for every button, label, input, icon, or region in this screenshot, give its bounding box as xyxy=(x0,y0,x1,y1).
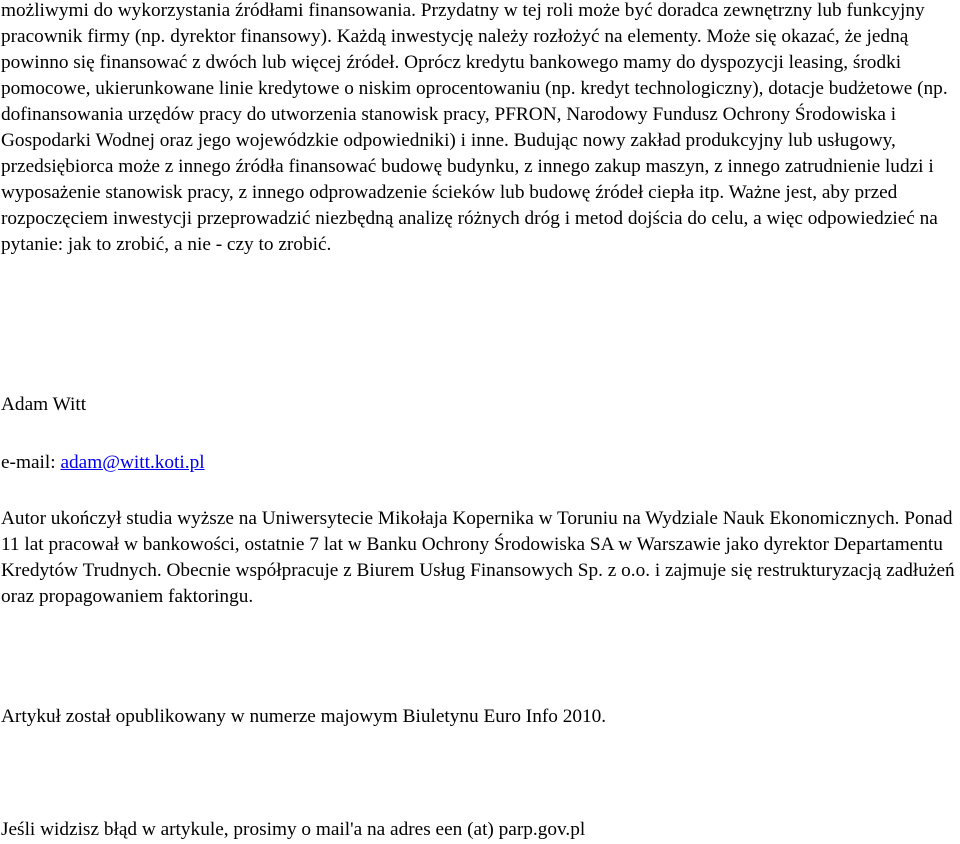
author-bio-paragraph: Autor ukończył studia wyższe na Uniwersytecie Mikołaja Kopernika w Toruniu na Wydziale Nauk Ekonomicznych. Ponad 11 lat pracował w bankowości, ostatnie 7 lat w Banku Ochrony Środowiska SA w Warszawie jako dyrektor Departamentu Kredytów Trudnych. Obecnie współpracuje z Biurem Usług Finansowych Sp. z o.o. i zajmuje się restrukturyzacją zadłużeń oraz propagowaniem faktoringu. xyxy=(1,508,955,607)
author-email-link[interactable]: adam@witt.koti.pl xyxy=(60,452,205,473)
article-body-paragraph: możliwymi do wykorzystania źródłami finansowania. Przydatny w tej roli może być doradca zewnętrzny lub funkcyjny pracownik firmy (np. dyrektor finansowy). Każdą inwestycję należy rozłożyć na elementy. Może się okazać, że jedną powinno się finansować z dwóch lub więcej źródeł. Oprócz kredytu bankowego mamy do dyspozycji leasing, środki pomocowe, ukierunkowane linie kredytowe o niskim oprocentowaniu (np. kredyt technologiczny), dotacje budżetowe (np. dofinansowania urzędów pracy do utworzenia stanowisk pracy, PFRON, Narodowy Fundusz Ochrony Środowiska i Gospodarki Wodnej oraz jego wojewódzkie odpowiedniki) i inne. Budując nowy zakład produkcyjny lub usługowy, przedsiębiorca może z innego źródła finansować budowę budynku, z innego zakup maszyn, z innego zatrudnienie ludzi i wyposażenie stanowisk pracy, z innego odprowadzenie ścieków lub budowę źródeł ciepła itp. Ważne jest, aby przed rozpoczęciem inwestycji przeprowadzić niezbędną analizę różnych dróg i metod dojścia do celu, a więc odpowiedzieć na pytanie: jak to zrobić, a nie - czy to zrobić. xyxy=(1,0,948,255)
author-name: Adam Witt xyxy=(1,394,87,415)
error-report-note: Jeśli widzisz błąd w artykule, prosimy o mail'a na adres een (at) parp.gov.pl xyxy=(1,819,586,840)
publication-note: Artykuł został opublikowany w numerze majowym Biuletynu Euro Info 2010. xyxy=(1,706,607,727)
email-label: e-mail: xyxy=(1,452,61,473)
author-email-line xyxy=(1,450,956,476)
